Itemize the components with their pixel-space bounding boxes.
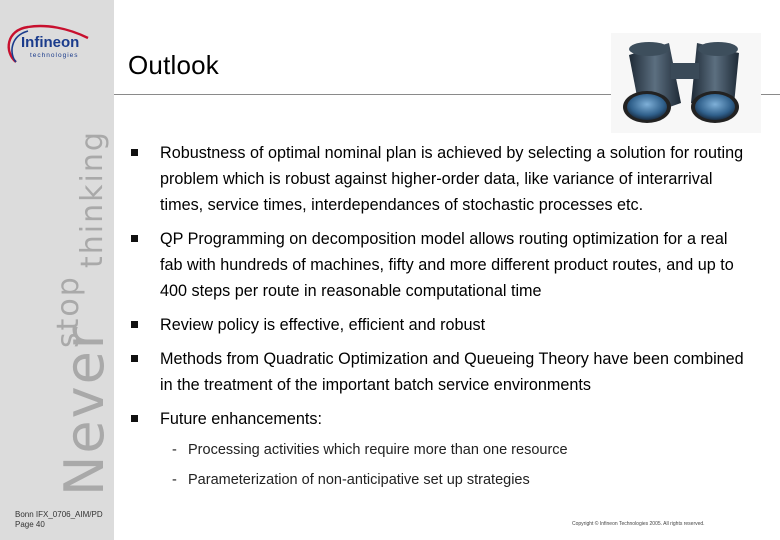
logo-brand: Infineon — [21, 34, 80, 51]
slogan-never: Never — [53, 325, 116, 496]
bullet-text: QP Programming on decomposition model allows routing optimization for a real fab with hundreds of machines, fifty and more different product routes, and up to 400 steps per route in reasonable computational time — [160, 230, 734, 300]
bullet-square-icon — [131, 235, 138, 242]
logo-tagline: technologies — [30, 52, 79, 59]
slogan-thinking: thinking — [75, 130, 110, 268]
sub-bullet-item — [172, 440, 748, 460]
bullet-item — [128, 406, 748, 432]
infineon-logo — [6, 22, 96, 68]
bullet-list — [128, 140, 748, 500]
dash-marker: - — [172, 472, 177, 488]
never-stop-thinking-slogan — [8, 78, 116, 498]
binoculars-image — [611, 33, 761, 133]
bullet-text: Robustness of optimal nominal plan is achieved by selecting a solution for routing problem which is robust against higher-order data, like variance of interarrival times, service times, interdependances of stochastic processes etc. — [160, 144, 744, 214]
bullet-square-icon — [131, 415, 138, 422]
bullet-item — [128, 226, 748, 304]
bullet-text: Review policy is effective, efficient and robust — [160, 316, 486, 334]
bullet-square-icon — [131, 149, 138, 156]
sub-bullet-text: Processing activities which require more than one resource — [188, 442, 568, 458]
sub-bullet-text: Parameterization of non-anticipative set up strategies — [188, 472, 530, 488]
bullet-square-icon — [131, 321, 138, 328]
footer-info — [15, 510, 103, 530]
bullet-text: Methods from Quadratic Optimization and Queueing Theory have been combined in the treatment of the important batch service environments — [160, 350, 744, 394]
bullet-item — [128, 312, 748, 338]
footer-page-number: Page 40 — [15, 520, 45, 529]
bullet-item — [128, 346, 748, 398]
bullet-text: Future enhancements: — [160, 410, 322, 428]
dash-marker: - — [172, 442, 177, 458]
bullet-square-icon — [131, 355, 138, 362]
footer-copyright: Copyright © Infineon Technologies 2005. All rights reserved. — [572, 521, 705, 527]
page-title: Outlook — [128, 50, 220, 80]
slogan-stop: stop — [51, 275, 86, 348]
footer-doc-id: Bonn IFX_0706_AIM/PD — [15, 510, 103, 519]
sub-bullet-item — [172, 470, 748, 490]
bullet-item — [128, 140, 748, 218]
